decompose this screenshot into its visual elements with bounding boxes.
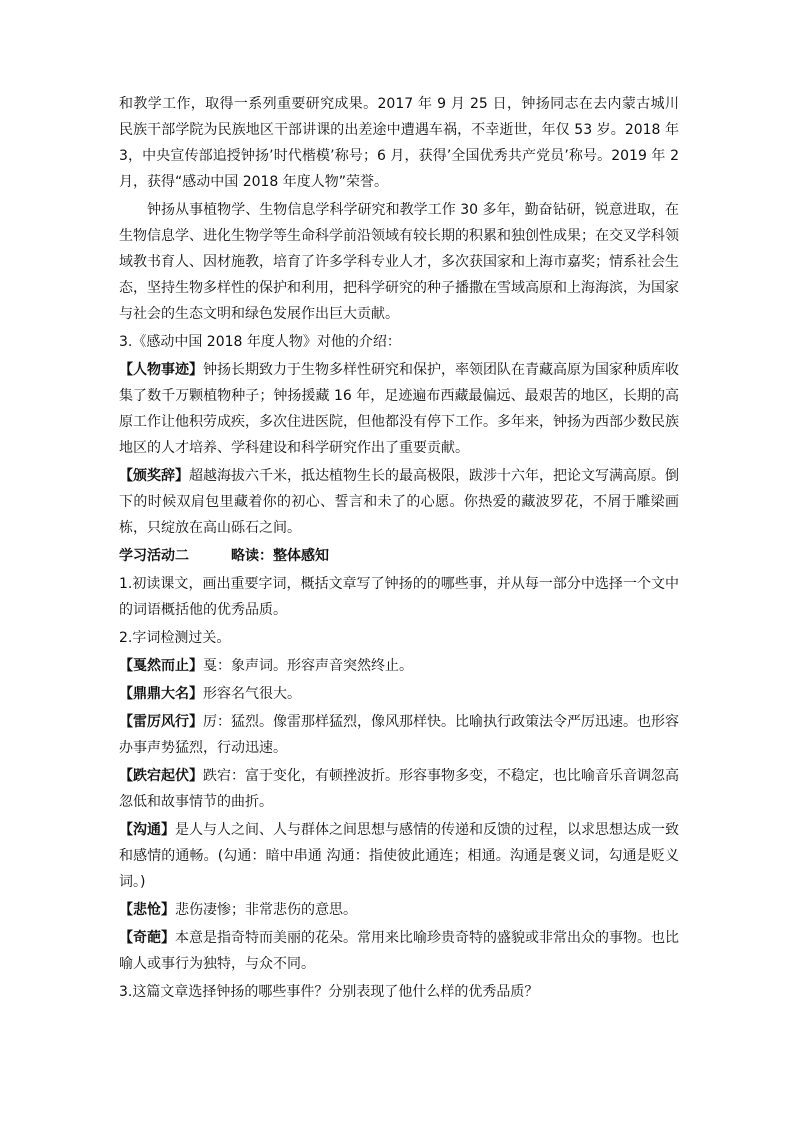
paragraph-deeds [119,357,679,461]
vocab-tag: 【雷厉风行】 [119,714,203,730]
vocab-item-beichuang [119,897,679,923]
award-speech-body: 超越海拔六千米，抵达植物生长的最高极限，跋涉十六年，把论文写满高原。倒下的时候双肩包里藏着你的初心、誓言和未了的心愿。你热爱的藏波罗花，不屑于雕梁画栋，只绽放在高山砾石之间。 [119,468,679,536]
vocab-item-goutong [119,817,679,895]
vocab-item-qipa [119,925,679,977]
vocab-body: 是人与人之间、人与群体之间思想与感情的传递和反馈的过程，以求思想达成一致和感情的通畅。(勾通：暗中串通 沟通：指使彼此通连；相通。沟通是褒义词，勾通是贬义词。) [119,822,679,890]
vocab-tag: 【悲怆】 [119,902,175,918]
vocab-body: 跌宕：富于变化，有顿挫波折。形容事物多变，不稳定，也比喻音乐音调忽高忽低和故事情节的曲折。 [119,768,679,810]
vocab-tag: 【戛然而止】 [119,658,203,674]
vocab-tag: 【奇葩】 [119,930,175,946]
vocab-body: 本意是指奇特而美丽的花朵。常用来比喻珍贵奇特的盛貌或非常出众的事物。也比喻人或事行为独特，与众不同。 [119,930,679,972]
vocab-body: 戛：象声词。形容声音突然终止。 [203,658,413,674]
document-page [119,91,679,1005]
question-1: 1.初读课文，画出重要字词，概括文章写了钟扬的的哪些事，并从每一部分中选择一个文中的词语概括他的优秀品质。 [119,576,679,618]
vocab-tag: 【跌宕起伏】 [119,768,203,784]
deeds-tag: 【人物事迹】 [119,362,203,378]
activity-heading-right: 略读：整体感知 [231,548,329,564]
vocab-tag: 【沟通】 [119,822,175,838]
vocab-body: 厉：猛烈。像雷那样猛烈，像风那样快。比喻执行政策法令严厉迅速。也形容办事声势猛烈，行动迅速。 [119,714,679,756]
vocab-body: 悲伤凄惨；非常悲伤的意思。 [175,902,357,918]
vocab-item-dingdingdaming [119,681,679,707]
activity-heading [119,543,679,569]
paragraph-award-speech [119,463,679,541]
vocab-tag: 【鼎鼎大名】 [119,686,203,702]
vocab-body: 形容名气很大。 [203,686,301,702]
vocab-item-leilifengxing [119,709,679,761]
question-3: 3.这篇文章选择钟扬的哪些事件？分别表现了他什么样的优秀品质？ [119,984,539,1000]
question-2: 2.字词检测过关。 [119,630,231,646]
paragraph-award-intro: 3.《感动中国 2018 年度人物》对他的介绍： [119,334,401,350]
activity-heading-left: 学习活动二 [119,548,189,564]
vocab-item-gaoranerzhi [119,653,679,679]
vocab-item-diedangqifu [119,763,679,815]
deeds-body: 钟扬长期致力于生物多样性研究和保护，率领团队在青藏高原为国家种质库收集了数千万颗植物种子；钟扬援藏 16 年，足迹遍布西藏最偏远、最艰苦的地区，长期的高原工作让他积劳成疾，多次住进医院，但他都没有停下工作。多年来，钟扬为西部少数民族地区的人才培养、学科建设和科学研究作出了重要贡献。 [119,362,679,456]
paragraph-research-contribution: 钟扬从事植物学、生物信息学科学研究和教学工作 30 多年，勤奋钻研，锐意进取，在生物信息学、进化生物学等生命科学前沿领域有较长期的积累和独创性成果；在交叉学科领域教书育人、因材施教，培育了许多学科专业人才，多次获国家和上海市嘉奖；情系社会生态，坚持生物多样性的保护和利用，把科学研究的种子播撒在雪域高原和上海海滨，为国家与社会的生态文明和绿色发展作出巨大贡献。 [119,202,679,322]
award-speech-tag: 【颁奖辞】 [119,468,189,484]
paragraph-career-summary: 和教学工作，取得一系列重要研究成果。2017 年 9 月 25 日，钟扬同志在去内蒙古城川民族干部学院为民族地区干部讲课的出差途中遭遇车祸，不幸逝世，年仅 53 岁。2018 年 3，中央宣传部追授钟扬’时代楷模’称号；6 月，获得’全国优秀共产党员’称号。2019 年 2 月，获得“感动中国 2018 年度人物”荣誉。 [119,96,679,190]
